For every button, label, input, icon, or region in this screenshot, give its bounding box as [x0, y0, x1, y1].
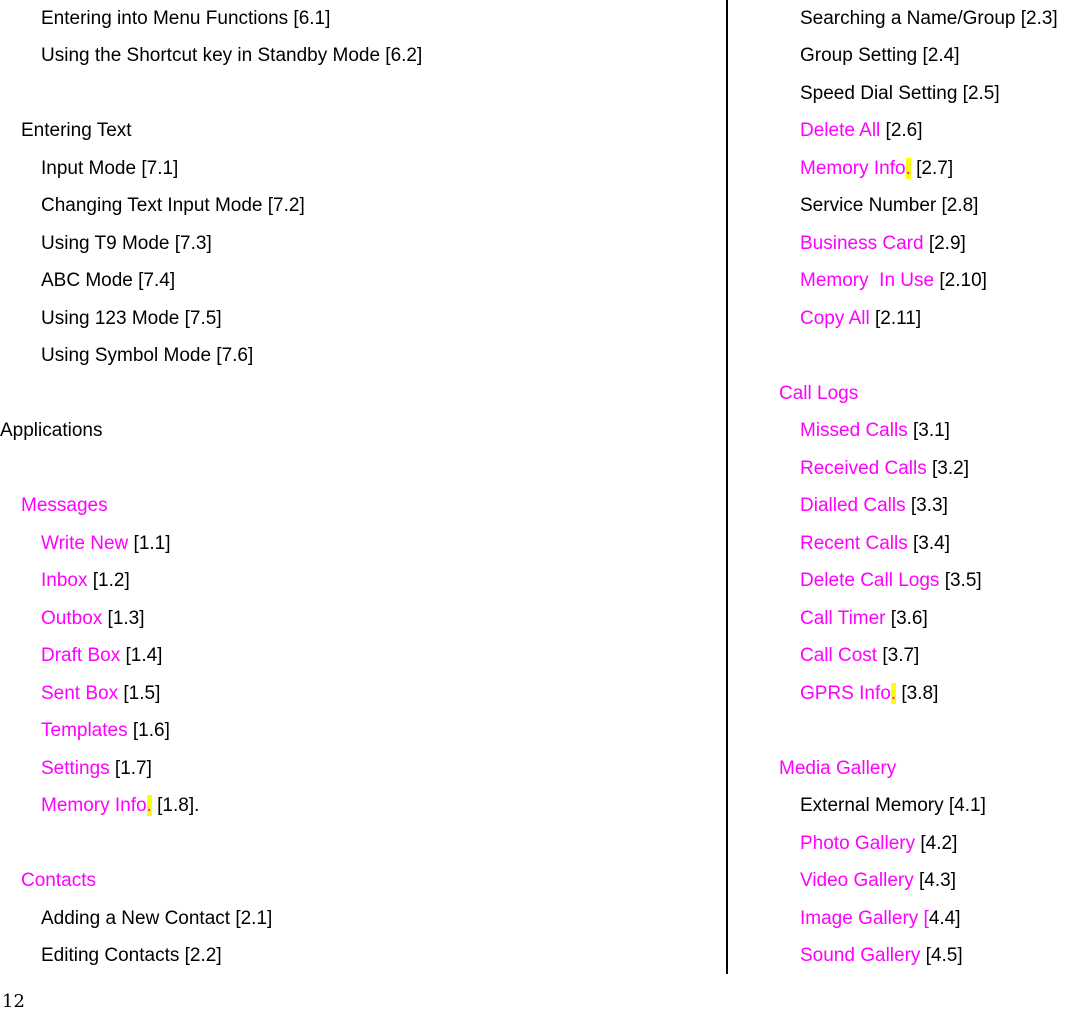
toc-entry [41, 682, 160, 706]
toc-entry-ref: [1.8]. [151, 795, 200, 816]
toc-entry-ref: [1.6] [127, 720, 170, 741]
toc-entry [800, 944, 963, 968]
toc-entry-text: Entering Text [21, 120, 132, 141]
toc-entry [41, 719, 170, 743]
toc-entry-ref: [3.8] [896, 683, 939, 704]
toc-entry-ref: [3.4] [907, 533, 950, 554]
toc-link[interactable]: Inbox [41, 570, 88, 591]
column-divider [726, 0, 728, 974]
toc-entry [800, 82, 1000, 106]
toc-entry [800, 194, 978, 218]
toc-entry [41, 944, 222, 968]
toc-entry-ref: [4.5] [920, 945, 963, 966]
toc-entry [800, 119, 923, 143]
toc-link[interactable]: Dialled Calls [800, 495, 906, 516]
toc-entry-ref: [1.4] [120, 645, 163, 666]
toc-entry-text: Using 123 Mode [7.5] [41, 308, 222, 329]
toc-section-heading [779, 382, 858, 406]
toc-entry [41, 307, 222, 331]
toc-entry [800, 869, 956, 893]
toc-link[interactable]: Business Card [800, 233, 924, 254]
toc-entry [41, 644, 162, 668]
toc-link[interactable]: Memory In Use [800, 270, 935, 291]
toc-entry-ref: [1.1] [128, 533, 171, 554]
toc-entry-text: Using T9 Mode [7.3] [41, 233, 212, 254]
toc-link[interactable]: Photo Gallery [800, 833, 916, 854]
toc-entry-text: Speed Dial Setting [2.5] [800, 83, 1000, 104]
toc-link[interactable]: Delete Call Logs [800, 570, 940, 591]
toc-entry-text: External Memory [4.1] [800, 795, 986, 816]
toc-entry [41, 232, 212, 256]
toc-entry [41, 532, 171, 556]
toc-entry [800, 907, 961, 931]
toc-link[interactable]: Video Gallery [800, 870, 914, 891]
toc-link[interactable]: Delete All [800, 120, 881, 141]
highlight-mark: . [890, 683, 897, 704]
toc-link[interactable]: Contacts [21, 870, 96, 891]
toc-entry [41, 569, 130, 593]
toc-entry-ref: [2.7] [910, 158, 954, 179]
toc-link[interactable]: Image Gallery [ [800, 908, 929, 929]
toc-entry [800, 44, 960, 68]
toc-entry [41, 44, 422, 68]
toc-section-heading [779, 757, 896, 781]
toc-entry [41, 794, 199, 818]
toc-entry [41, 757, 152, 781]
toc-entry [800, 232, 966, 256]
toc-entry [41, 194, 305, 218]
toc-entry-text: Adding a New Contact [2.1] [41, 908, 273, 929]
page-number: 12 [2, 991, 25, 1012]
toc-entry-ref: [1.2] [87, 570, 130, 591]
toc-entry-text: Using Symbol Mode [7.6] [41, 345, 254, 366]
toc-entry [800, 307, 921, 331]
toc-entry-ref: [2.9] [923, 233, 966, 254]
toc-entry [800, 7, 1058, 31]
toc-link[interactable]: Draft Box [41, 645, 121, 666]
toc-link[interactable]: Write New [41, 533, 129, 554]
toc-entry-ref: [1.7] [109, 758, 152, 779]
toc-entry-text: Changing Text Input Mode [7.2] [41, 195, 305, 216]
toc-section-heading [21, 869, 96, 893]
toc-entry-text: Searching a Name/Group [2.3] [800, 8, 1058, 29]
toc-entry [41, 157, 178, 181]
toc-entry-ref: [2.10] [934, 270, 987, 291]
toc-entry-ref: [2.11] [869, 308, 922, 329]
toc-entry-ref: [3.1] [907, 420, 950, 441]
toc-entry [800, 607, 928, 631]
toc-entry-text: Applications [0, 420, 103, 441]
toc-entry-text: Editing Contacts [2.2] [41, 945, 222, 966]
toc-entry-ref: [3.5] [939, 570, 982, 591]
toc-entry [800, 794, 986, 818]
toc-entry [41, 344, 253, 368]
highlight-mark: . [905, 158, 911, 179]
toc-link[interactable]: GPRS Info [800, 683, 891, 704]
toc-link[interactable]: Recent Calls [800, 533, 908, 554]
toc-entry [800, 682, 938, 706]
toc-link[interactable]: Missed Calls [800, 420, 908, 441]
toc-entry-ref: [3.3] [905, 495, 948, 516]
toc-entry-ref: [1.5] [118, 683, 161, 704]
toc-entry-ref: 4.4] [928, 908, 961, 929]
toc-entry [800, 494, 948, 518]
toc-link[interactable]: Copy All [800, 308, 870, 329]
toc-entry [41, 907, 272, 931]
toc-link[interactable]: Memory Info [800, 158, 906, 179]
toc-link[interactable]: Call Cost [800, 645, 878, 666]
toc-entry [800, 832, 957, 856]
toc-entry [41, 7, 330, 31]
toc-link[interactable]: Media Gallery [779, 758, 897, 779]
toc-link[interactable]: Templates [41, 720, 128, 741]
toc-section-heading [21, 119, 132, 143]
toc-entry [800, 457, 969, 481]
toc-entry [800, 644, 919, 668]
toc-entry [800, 419, 950, 443]
highlight-mark: . [146, 795, 152, 816]
toc-link[interactable]: Settings [41, 758, 110, 779]
toc-entry-ref: [4.2] [915, 833, 958, 854]
toc-link[interactable]: Call Logs [779, 383, 859, 404]
toc-link[interactable]: Sent Box [41, 683, 119, 704]
toc-entry-ref: [3.7] [877, 645, 920, 666]
toc-entry-text: Input Mode [7.1] [41, 158, 179, 179]
toc-entry [41, 607, 145, 631]
toc-entry-text: Service Number [2.8] [800, 195, 979, 216]
toc-entry [41, 269, 175, 293]
toc-entry-text: Using the Shortcut key in Standby Mode [6.2] [41, 45, 423, 66]
toc-entry [800, 269, 987, 293]
toc-entry-ref: [4.3] [913, 870, 956, 891]
toc-section-heading [21, 494, 108, 518]
toc-entry-text: ABC Mode [7.4] [41, 270, 176, 291]
toc-entry-ref: [1.3] [102, 608, 145, 629]
toc-entry-ref: [3.2] [926, 458, 969, 479]
toc-link[interactable]: Call Timer [800, 608, 886, 629]
toc-entry-text: Entering into Menu Functions [6.1] [41, 8, 331, 29]
toc-link[interactable]: Messages [21, 495, 108, 516]
toc-entry-ref: [3.6] [885, 608, 928, 629]
toc-link[interactable]: Received Calls [800, 458, 927, 479]
toc-link[interactable]: Sound Gallery [800, 945, 921, 966]
toc-entry [800, 569, 982, 593]
toc-entry-text: Group Setting [2.4] [800, 45, 960, 66]
toc-link[interactable]: Outbox [41, 608, 103, 629]
toc-link[interactable]: Memory Info [41, 795, 147, 816]
toc-chapter-heading [0, 419, 102, 443]
toc-entry [800, 532, 950, 556]
toc-entry [800, 157, 953, 181]
toc-entry-ref: [2.6] [880, 120, 923, 141]
